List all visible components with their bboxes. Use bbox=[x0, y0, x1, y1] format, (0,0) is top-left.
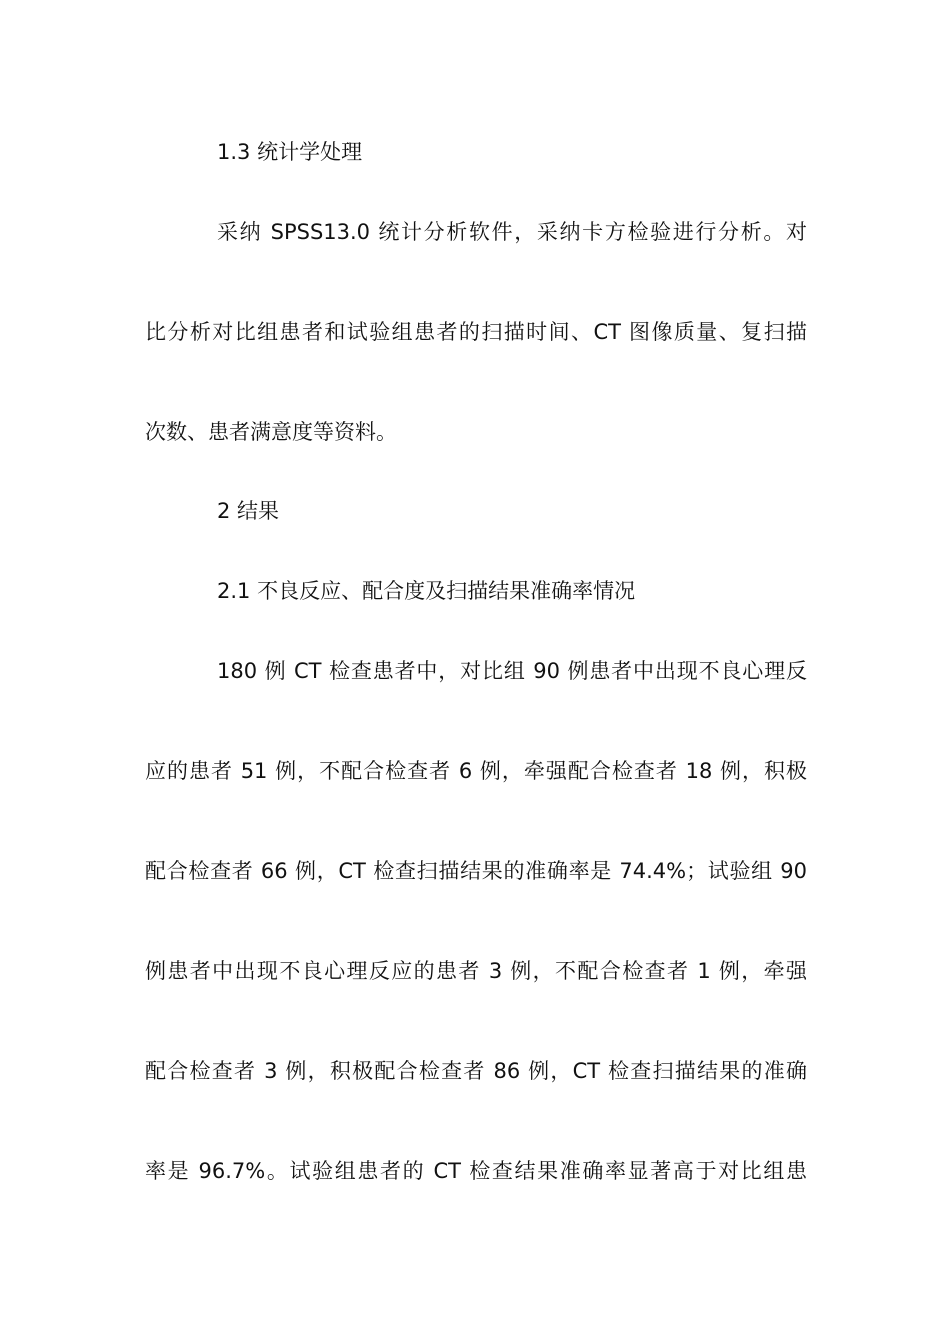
paragraph-line: 配合检查者 3 例，积极配合检查者 86 例，CT 检查扫描结果的准确 bbox=[145, 1059, 807, 1083]
paragraph-line: 180 例 CT 检查患者中，对比组 90 例患者中出现不良心理反 bbox=[217, 659, 807, 683]
paragraph-line: 配合检查者 66 例，CT 检查扫描结果的准确率是 74.4%；试验组 90 bbox=[145, 859, 807, 883]
section-heading-1-3: 1.3 统计学处理 bbox=[217, 140, 363, 164]
paragraph-line: 比分析对比组患者和试验组患者的扫描时间、CT 图像质量、复扫描 bbox=[145, 320, 807, 344]
paragraph-line: 应的患者 51 例，不配合检查者 6 例，牵强配合检查者 18 例，积极 bbox=[145, 759, 807, 783]
paragraph-line: 例患者中出现不良心理反应的患者 3 例，不配合检查者 1 例，牵强 bbox=[145, 959, 807, 983]
section-heading-2: 2 结果 bbox=[217, 499, 280, 523]
paragraph-line: 率是 96.7%。试验组患者的 CT 检查结果准确率显著高于对比组患 bbox=[145, 1159, 807, 1183]
section-heading-2-1: 2.1 不良反应、配合度及扫描结果准确率情况 bbox=[217, 579, 636, 603]
paragraph-line: 次数、患者满意度等资料。 bbox=[145, 420, 397, 444]
paragraph-line: 采纳 SPSS13.0 统计分析软件，采纳卡方检验进行分析。对 bbox=[217, 220, 807, 244]
